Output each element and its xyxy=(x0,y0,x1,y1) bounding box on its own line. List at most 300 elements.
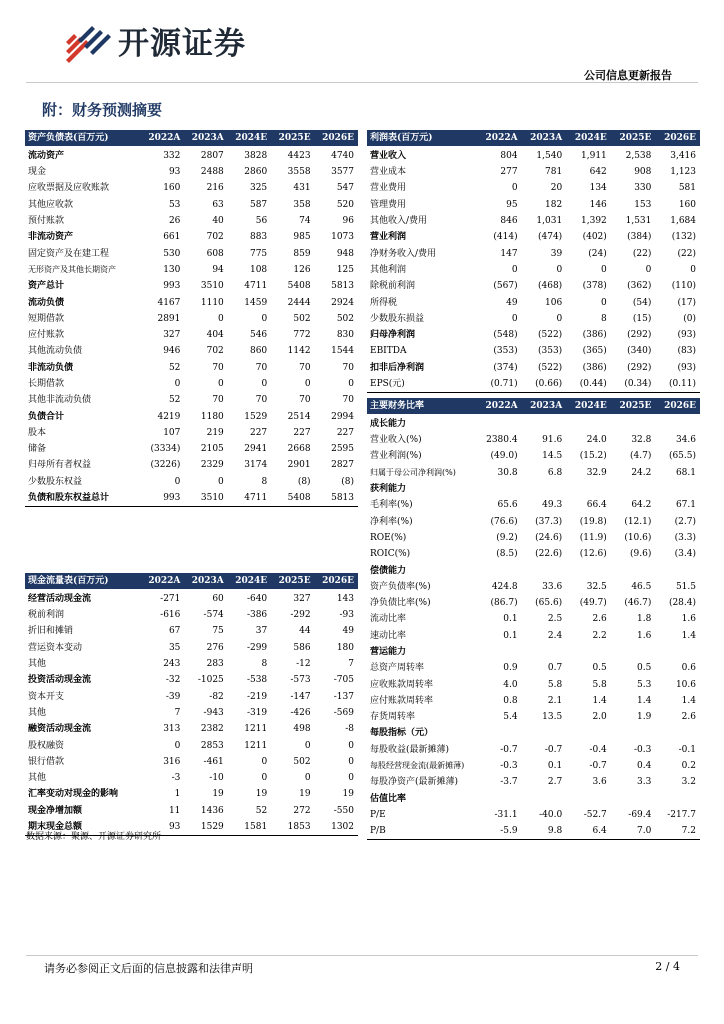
value-cell: -573 xyxy=(290,675,311,686)
table-row xyxy=(25,640,358,656)
value-cell: 7.2 xyxy=(655,823,700,840)
value-cell: 2860 xyxy=(244,167,268,178)
value-cell: -616 xyxy=(160,610,181,621)
value-cell: 60 xyxy=(212,594,224,604)
page-number: 2 / 4 xyxy=(655,960,680,973)
table-row xyxy=(25,754,358,770)
table-row xyxy=(367,709,700,725)
row-label: 负债合计 xyxy=(28,411,65,422)
table-row xyxy=(367,294,700,310)
value-cell: 106 xyxy=(545,297,563,308)
value-cell: 1529 xyxy=(184,819,227,836)
value-cell: 3828 xyxy=(244,151,268,161)
value-cell: 1529 xyxy=(244,411,268,422)
value-cell: 1,684 xyxy=(670,216,696,227)
year-header: 2022A xyxy=(477,398,522,414)
value-cell: 1180 xyxy=(200,411,224,422)
value-cell: 1,531 xyxy=(625,216,652,227)
value-cell: 227 xyxy=(293,427,311,438)
value-cell: 14.5 xyxy=(542,451,563,462)
table-header-row xyxy=(25,573,358,589)
value-cell: (548) xyxy=(493,330,518,341)
value-cell: 0.1 xyxy=(503,614,518,625)
value-cell: (76.6) xyxy=(490,516,518,527)
value-cell: 2941 xyxy=(244,444,268,455)
value-cell: 327 xyxy=(293,594,311,604)
table-row xyxy=(25,311,358,327)
value-cell: 4711 xyxy=(228,490,271,507)
value-cell: 70 xyxy=(212,362,224,373)
value-cell: 70 xyxy=(299,362,311,373)
row-label: 少数股东权益 xyxy=(28,476,83,487)
value-cell: 0 xyxy=(348,773,354,784)
row-label: 营业收入(%) xyxy=(370,435,422,446)
value-cell: 1.4 xyxy=(681,695,696,706)
value-cell: 1.9 xyxy=(637,712,652,723)
row-label: 储备 xyxy=(28,444,47,455)
value-cell: 4740 xyxy=(331,151,354,161)
value-cell: 5.8 xyxy=(547,679,563,690)
row-label: 管理费用 xyxy=(370,199,407,210)
value-cell: 70 xyxy=(299,395,311,406)
value-cell: -0.7 xyxy=(500,744,518,755)
value-cell xyxy=(566,644,611,660)
value-cell: (0.71) xyxy=(477,376,522,393)
value-cell: (386) xyxy=(582,330,607,341)
table-row xyxy=(25,343,358,359)
value-cell: 94 xyxy=(212,264,224,275)
value-cell: 0.8 xyxy=(503,695,518,706)
value-cell: 327 xyxy=(163,330,181,341)
value-cell: 0 xyxy=(690,264,696,275)
year-header: 2024E xyxy=(228,573,271,589)
value-cell: 3510 xyxy=(184,490,227,507)
value-cell: 2853 xyxy=(200,740,224,751)
row-label: 税前利润 xyxy=(28,610,65,621)
row-label: 净负债比率(%) xyxy=(370,598,431,609)
table-row xyxy=(367,497,700,513)
value-cell: -31.1 xyxy=(494,809,518,820)
value-cell: -93 xyxy=(339,610,354,621)
value-cell: 26 xyxy=(168,216,181,227)
value-cell: (65.6) xyxy=(535,598,563,609)
income-statement-table xyxy=(367,130,700,393)
value-cell: 272 xyxy=(293,805,311,816)
row-label: 其他利润 xyxy=(370,264,407,275)
row-label: 股权融资 xyxy=(28,740,65,751)
value-cell: (3226) xyxy=(150,460,181,471)
value-cell: 19 xyxy=(212,789,224,800)
value-cell: 775 xyxy=(249,248,268,259)
value-cell: -461 xyxy=(203,756,224,767)
value-cell: 502 xyxy=(336,313,354,324)
value-cell: (22) xyxy=(677,248,696,259)
row-label: 净财务收入/费用 xyxy=(370,248,437,259)
value-cell: (0.44) xyxy=(566,376,611,393)
value-cell: 2668 xyxy=(287,444,311,455)
value-cell: 46.5 xyxy=(631,581,652,592)
value-cell: 2488 xyxy=(200,167,224,178)
row-label: 流动比率 xyxy=(370,614,407,625)
row-label: 营业成本 xyxy=(370,167,407,178)
value-cell: -8 xyxy=(345,724,354,735)
value-cell: (386) xyxy=(582,362,607,373)
value-cell: 642 xyxy=(589,167,607,178)
table-row xyxy=(25,803,358,819)
value-cell: (86.7) xyxy=(490,598,518,609)
value-cell: (15) xyxy=(632,313,652,324)
value-cell: 0 xyxy=(261,773,268,784)
value-cell: (374) xyxy=(493,362,518,373)
value-cell xyxy=(477,791,522,807)
value-cell: 1.8 xyxy=(637,614,652,625)
row-label: 其他流动负债 xyxy=(28,346,83,357)
value-cell xyxy=(655,562,700,578)
value-cell: -219 xyxy=(246,691,268,702)
year-header: 2026E xyxy=(315,573,358,589)
table-row xyxy=(367,530,700,546)
value-cell: 661 xyxy=(163,232,181,243)
table-row xyxy=(25,262,358,278)
value-cell: 0 xyxy=(601,264,607,275)
value-cell xyxy=(611,644,656,660)
value-cell: -640 xyxy=(246,594,268,604)
row-label: 无形资产及其他长期资产 xyxy=(28,264,116,274)
value-cell: 0 xyxy=(348,756,354,767)
value-cell: 908 xyxy=(634,167,652,178)
table-row xyxy=(367,562,700,578)
table-row xyxy=(367,595,700,611)
value-cell: 0 xyxy=(174,379,181,389)
value-cell: 0.5 xyxy=(592,663,607,674)
value-cell: 20 xyxy=(550,183,563,194)
value-cell: 74 xyxy=(299,216,311,227)
table-row xyxy=(367,262,700,278)
value-cell: 1,911 xyxy=(581,151,607,161)
value-cell: 153 xyxy=(634,199,652,210)
row-label: 营业利润 xyxy=(370,232,407,243)
value-cell: 40 xyxy=(212,216,224,227)
row-label: 资产总计 xyxy=(28,281,65,292)
table-row xyxy=(25,197,358,213)
value-cell: 502 xyxy=(293,313,311,324)
table-row xyxy=(367,546,700,562)
value-cell: 948 xyxy=(336,248,354,259)
value-cell: (384) xyxy=(627,232,652,243)
cash-flow-table xyxy=(25,573,358,836)
value-cell: (17) xyxy=(677,297,696,308)
value-cell: (132) xyxy=(671,232,696,243)
value-cell: 1110 xyxy=(200,297,224,308)
value-cell: 7 xyxy=(348,659,354,670)
value-cell: 2.7 xyxy=(547,777,563,788)
value-cell: 146 xyxy=(589,199,607,210)
value-cell: 19 xyxy=(299,789,311,800)
value-cell: 330 xyxy=(634,183,652,194)
value-cell: 0.1 xyxy=(503,630,518,641)
value-cell: 1.4 xyxy=(592,695,607,706)
value-cell: 39 xyxy=(550,248,563,259)
financial-ratios-table xyxy=(367,398,700,840)
table-row xyxy=(25,376,358,392)
value-cell: 702 xyxy=(206,346,224,357)
value-cell: 34.6 xyxy=(675,435,696,446)
row-label: 期末现金总额 xyxy=(25,819,141,836)
table-row xyxy=(25,278,358,294)
table-row xyxy=(367,774,700,790)
table-row xyxy=(367,197,700,213)
value-cell: -943 xyxy=(203,707,224,718)
table-row xyxy=(367,481,700,497)
year-header: 2026E xyxy=(655,130,700,146)
row-label: 总资产周转率 xyxy=(370,663,425,674)
value-cell: 2891 xyxy=(157,313,181,324)
table-row xyxy=(25,408,358,424)
value-cell: (567) xyxy=(493,281,518,292)
value-cell: (46.7) xyxy=(624,598,652,609)
row-label: ROIC(%) xyxy=(370,549,411,560)
row-label: 其他应收款 xyxy=(28,199,74,210)
value-cell: 2.6 xyxy=(681,712,696,723)
row-label: 负债和股东权益总计 xyxy=(25,490,141,507)
row-label: 每股经营现金流(最新摊薄) xyxy=(370,761,465,771)
value-cell: 0.6 xyxy=(681,663,696,674)
table-row xyxy=(367,513,700,529)
value-cell: 13.5 xyxy=(542,712,563,723)
row-label: 折旧和摊销 xyxy=(28,626,74,637)
value-cell: 860 xyxy=(249,346,268,357)
value-cell: 0.2 xyxy=(681,761,696,772)
value-cell: 2.2 xyxy=(592,630,607,641)
table-title: 主要财务比率 xyxy=(367,398,477,414)
row-label: 每股收益(最新摊薄) xyxy=(370,744,450,755)
value-cell: (37.3) xyxy=(535,516,563,527)
brand-name: 开源证券 xyxy=(118,26,246,62)
table-row xyxy=(25,425,358,441)
value-cell xyxy=(477,725,522,741)
value-cell: (12.1) xyxy=(624,516,652,527)
value-cell: 70 xyxy=(212,395,224,406)
row-label: ROE(%) xyxy=(370,532,407,543)
value-cell: 49.3 xyxy=(542,500,563,511)
value-cell: 4167 xyxy=(157,297,181,308)
value-cell: 51.5 xyxy=(675,581,696,592)
table-row xyxy=(367,432,700,448)
value-cell: -0.3 xyxy=(634,744,652,755)
row-label: 获利能力 xyxy=(370,484,407,495)
value-cell: (468) xyxy=(537,281,563,292)
value-cell: 44 xyxy=(299,626,311,637)
value-cell: 6.8 xyxy=(547,467,563,478)
row-label: 成长能力 xyxy=(370,419,407,429)
value-cell: 0 xyxy=(348,379,354,389)
value-cell: 95 xyxy=(506,199,518,210)
value-cell: -3.7 xyxy=(500,777,518,788)
table-row xyxy=(25,688,358,704)
value-cell: 4711 xyxy=(244,281,268,292)
value-cell: (8) xyxy=(297,476,311,487)
value-cell: (522) xyxy=(537,362,563,373)
value-cell: 2807 xyxy=(200,151,224,161)
value-cell: 0.9 xyxy=(503,663,518,674)
value-cell: 130 xyxy=(163,264,181,275)
value-cell: 63 xyxy=(212,199,224,210)
company-logo xyxy=(62,22,114,64)
value-cell: (353) xyxy=(493,346,518,357)
value-cell: 2382 xyxy=(200,724,224,735)
table-row xyxy=(367,628,700,644)
value-cell: 182 xyxy=(545,199,563,210)
table-row xyxy=(25,164,358,180)
row-label: 其他 xyxy=(28,659,47,670)
value-cell: 781 xyxy=(545,167,563,178)
value-cell: (9.6) xyxy=(630,549,652,560)
row-label: 预付账款 xyxy=(28,216,65,227)
value-cell: 5.3 xyxy=(637,679,652,690)
value-cell: -0.3 xyxy=(500,761,518,772)
table-row xyxy=(25,441,358,457)
value-cell xyxy=(655,481,700,497)
value-cell: -574 xyxy=(203,610,224,621)
value-cell: 0.4 xyxy=(637,761,652,772)
value-cell: 325 xyxy=(249,183,268,194)
value-cell: 946 xyxy=(163,346,181,357)
value-cell: 67 xyxy=(168,626,181,637)
table-title: 资产负债表(百万元) xyxy=(25,130,141,146)
value-cell: 313 xyxy=(163,724,181,735)
row-label: 营业利润(%) xyxy=(370,451,422,462)
table-row xyxy=(25,327,358,343)
value-cell: 32.8 xyxy=(631,435,652,446)
value-cell: 1.6 xyxy=(681,614,696,625)
row-label: 应收票据及应收账款 xyxy=(28,183,110,194)
value-cell: 4219 xyxy=(157,411,181,422)
value-cell: (28.4) xyxy=(668,598,696,609)
value-cell: (3.3) xyxy=(674,532,696,543)
row-label: 非流动负债 xyxy=(28,362,74,373)
value-cell: 332 xyxy=(163,151,181,161)
value-cell: 0 xyxy=(218,313,224,324)
table-row xyxy=(25,705,358,721)
value-cell: (9.2) xyxy=(496,532,518,543)
value-cell: (0.66) xyxy=(522,376,567,393)
value-cell: 32.9 xyxy=(586,467,607,478)
year-header: 2022A xyxy=(141,573,184,589)
value-cell: 180 xyxy=(336,642,354,653)
row-label: 每股指标（元） xyxy=(370,728,434,739)
table-row xyxy=(25,656,358,672)
value-cell: (474) xyxy=(537,232,563,243)
value-cell: -0.7 xyxy=(589,761,607,772)
data-source-note: 数据来源：聚源、开源证券研究所 xyxy=(26,832,162,842)
value-cell: 4423 xyxy=(287,151,311,161)
value-cell: 6.4 xyxy=(566,823,611,840)
value-cell: (24) xyxy=(588,248,607,259)
value-cell: 530 xyxy=(163,248,181,259)
value-cell: 0 xyxy=(511,183,518,194)
value-cell: -0.1 xyxy=(678,744,696,755)
value-cell: 1.4 xyxy=(681,630,696,641)
value-cell: 0 xyxy=(601,297,607,308)
table-row xyxy=(25,672,358,688)
value-cell: 243 xyxy=(163,659,181,670)
value-cell: (0.34) xyxy=(611,376,656,393)
row-label: 资本开支 xyxy=(28,691,65,702)
table-row xyxy=(25,721,358,737)
value-cell: (110) xyxy=(671,281,696,292)
value-cell: 93 xyxy=(168,167,181,178)
value-cell: 0 xyxy=(218,379,224,389)
value-cell: 431 xyxy=(293,183,311,194)
year-header: 2023A xyxy=(184,130,227,146)
header-divider xyxy=(26,82,698,83)
value-cell xyxy=(655,725,700,741)
value-cell: 19 xyxy=(255,789,268,800)
row-label: 现金 xyxy=(28,167,47,178)
value-cell: 0 xyxy=(511,313,518,324)
value-cell: -39 xyxy=(165,691,181,702)
value-cell: -538 xyxy=(246,675,268,686)
value-cell: 0 xyxy=(348,740,354,751)
value-cell: -0.7 xyxy=(544,744,563,755)
value-cell: 0 xyxy=(304,740,311,751)
value-cell xyxy=(477,644,522,660)
table-row xyxy=(367,360,700,376)
table-row xyxy=(367,807,700,823)
value-cell: (11.9) xyxy=(579,532,607,543)
value-cell: 216 xyxy=(206,183,224,194)
value-cell: -52.7 xyxy=(583,809,607,820)
value-cell: 2994 xyxy=(331,411,354,422)
value-cell: 3.6 xyxy=(592,777,607,788)
value-cell: 70 xyxy=(255,395,268,406)
value-cell: 502 xyxy=(293,756,311,767)
value-cell: 3,416 xyxy=(670,151,696,161)
value-cell: 1544 xyxy=(331,346,354,357)
value-cell: 2.5 xyxy=(547,614,563,625)
value-cell: 608 xyxy=(206,248,224,259)
row-label: 其他非流动负债 xyxy=(28,395,92,406)
value-cell xyxy=(522,791,567,807)
year-header: 2024E xyxy=(228,130,271,146)
value-cell: (93) xyxy=(677,362,696,373)
value-cell: 993 xyxy=(141,490,184,507)
row-label: 长期借款 xyxy=(28,379,65,389)
value-cell: 8 xyxy=(261,476,268,487)
table-row xyxy=(367,213,700,229)
table-row xyxy=(25,474,358,490)
value-cell: 70 xyxy=(255,362,268,373)
value-cell: 883 xyxy=(249,232,268,243)
row-label: 速动比率 xyxy=(370,630,407,641)
year-header: 2026E xyxy=(315,130,358,146)
value-cell xyxy=(655,791,700,807)
value-cell: (19.8) xyxy=(579,516,607,527)
row-label: 存货周转率 xyxy=(370,712,416,723)
value-cell: 2,538 xyxy=(625,151,652,161)
table-row xyxy=(25,245,358,261)
table-row xyxy=(367,725,700,741)
value-cell: 702 xyxy=(206,232,224,243)
row-label: 其他 xyxy=(28,773,47,784)
value-cell: (49.7) xyxy=(579,598,607,609)
value-cell: (414) xyxy=(493,232,518,243)
value-cell xyxy=(566,562,611,578)
value-cell: -69.4 xyxy=(628,809,652,820)
value-cell: (8) xyxy=(341,476,354,487)
row-label: 归属于母公司净利润(%) xyxy=(370,467,456,477)
value-cell: (12.6) xyxy=(579,549,607,560)
